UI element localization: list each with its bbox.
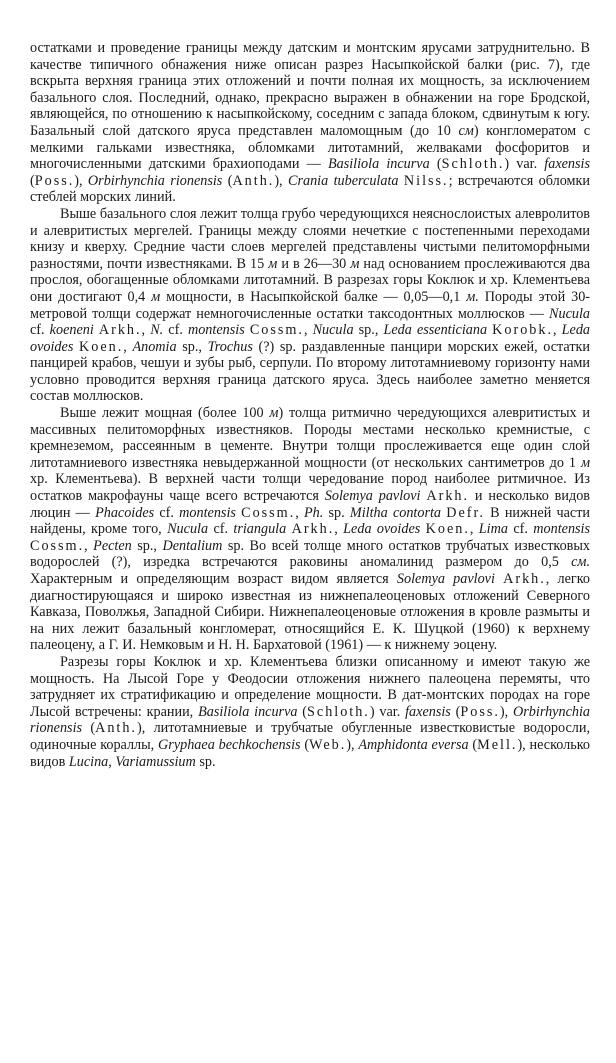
italic-run: faxensis [405, 703, 451, 720]
paragraph-4 [30, 654, 590, 770]
italic-run: faxensis [544, 156, 590, 173]
italic-run: triangula [233, 521, 287, 538]
text-run: ; встречаются обломки стеблей морских линий. [30, 172, 590, 206]
text-run: остатками и проведение границы между датским и монтским ярусами затруднительно. В качестве типичного обнажения ниже описан разрез Насыпкойской балки (рис. 7), где вскрыта верхняя граница этих отложений и почти полная их мощность, за исключением базального слоя. Последний, однако, прекрасно выражен в обнажении на горе Бродской, являющейся, по отношению к насыпкойскому, соседним с запада блоком, сдвинутым к югу. Базальный слой датского яруса представлен маломощным (до 10 [30, 40, 590, 139]
author-name: Schloth. [307, 703, 370, 720]
text-run: , [295, 504, 305, 521]
author-name: Mell. [477, 736, 518, 753]
author-name: Anth. [95, 720, 137, 737]
text-run: ), [499, 703, 514, 720]
italic-run: montensis [187, 322, 245, 339]
author-name: Cossm. [241, 504, 296, 521]
author-name: Arkh. [426, 488, 470, 505]
text-run: , [84, 537, 94, 554]
text-run: ( [30, 172, 35, 189]
italic-run: Leda ovoides [30, 322, 590, 355]
text-run: sp., [131, 537, 163, 554]
text-run: хр. Клементьева). В верхней части толщи чередование пород наиболее ритмичное. Из остатков макрофауны чаще всего встречаются [30, 471, 590, 505]
italic-run: м [350, 255, 360, 272]
italic-run: Leda ovoides [343, 521, 421, 538]
text-run: sp., [176, 338, 208, 355]
text-run: , [469, 521, 479, 538]
text-run: (?) sp. раздавленные панцири морских ежей, остатки панцирей крабов, чешуи и зубы рыб, серпули. По второму литотамниевому горизонту нами условно проводится верхняя граница датского яруса. Здесь наиболее заметно меняется состав моллюсков. [30, 338, 591, 405]
italic-run: Phacoides [95, 504, 155, 521]
author-name: Arkh. [291, 521, 335, 538]
text-run: ( [300, 736, 310, 753]
italic-run: Orbirhynchia rionensis [87, 172, 223, 189]
italic-run: N. [150, 322, 164, 339]
italic-run: Lucina, Variamussium [68, 753, 196, 770]
author-name: Koen. [79, 338, 124, 355]
italic-run: м [269, 405, 279, 422]
italic-run: Lima [478, 521, 508, 538]
author-name: Schloth. [441, 156, 505, 173]
text-run: мощности, в Насыпкойской балке — 0,05—0,1 [160, 288, 467, 305]
text-run: Характерным и определяющим возраст видом является [30, 571, 397, 587]
text-run: Выше базального слоя лежит толща грубо чередующихся неяснослоистых алевролитов и алевритистых мергелей. Границы между слоями нечеткие с постепенными переходами книзу и кверху. Средние части слоев мергелей представлены чистыми пелитоморфными разностями, почти известняками. В 15 [30, 205, 590, 272]
text-run: Разрезы горы Коклюк и хр. Клементьева близки описанному и имеют такую же мощность. На Лысой Горе у Феодосии отложения нижнего палеоцена перемяты, что затрудняет их стратификацию и определение мощности. В дат-монтских породах на горе Лысой встречены: крании, [30, 653, 590, 720]
paragraph-1 [30, 40, 590, 206]
text-run: ), литотамниевые и трубчатые обугленные известковистые водоросли, одиночные кораллы, [30, 720, 590, 753]
italic-run: Crania tuberculata [288, 172, 399, 189]
author-name: Nilss. [403, 172, 449, 189]
italic-run: Orbirhynchia rionensis [30, 703, 590, 737]
author-name: Cossm. [30, 537, 85, 554]
italic-run: Amphidonta eversa [358, 736, 469, 753]
text-run: cf. [208, 521, 234, 538]
document-page [30, 40, 590, 770]
text-run: , [552, 322, 562, 339]
text-run: , [123, 338, 133, 355]
italic-run: Basiliola incurva [198, 703, 298, 720]
text-run: Породы этой 30-метровой толщи содержат немногочисленные остатки таксодонтных моллюсков — [30, 288, 591, 322]
italic-run: см [458, 122, 474, 139]
italic-run: Nucula [549, 305, 590, 322]
italic-run: м [268, 255, 278, 272]
italic-run: Dentalium [162, 537, 223, 554]
italic-run: Gryphaea bechkochensis [158, 736, 301, 753]
italic-run: Pecten [93, 537, 132, 554]
text-run: над основанием прослеживаются два прослоя, обогащенные обломками литотамний. В разрезах горы Коклюк и хр. Клементьева они достигают 0,4 [30, 255, 590, 305]
text-run: cf. [507, 521, 534, 538]
italic-run: Trochus [207, 338, 253, 355]
text-run: , легко диагностирующаяся и широко известная из нижнепалеоценовых отложений Северного Кавказа, Поволжья, Западной Сибири. Нижнепалеоценовые отложения в кровле размыты и на них лежит базальный конгломерат, относящийся Е. К. Шуцкой (1960) к верхнему палеоцену, а Г. И. Немковым и Н. Н. Бархатовой (1961) — к нижнему эоцену. [30, 571, 590, 654]
paragraph-2 [30, 206, 590, 405]
text-run: и несколько видов люцин — [30, 488, 590, 521]
author-name: Poss. [460, 703, 500, 720]
italic-run: Miltha contorta [349, 504, 442, 521]
text-run: sp. [323, 504, 350, 521]
author-name: Korobk. [492, 322, 553, 339]
text-run: ) конгломератом с мелкими гальками известняка, обломками литотамний, желваками фосфоритов и многочисленными датскими брахиоподами — [30, 122, 591, 173]
italic-run: м. [466, 288, 479, 305]
text-run: ) толща ритмично чередующихся алевритистых и массивных пелитоморфных известняков. Породы местами несколько кремнистые, с кремнеземом, рассеянным в цементе. Внутри толщи прослеживается еще один слой литотамниевого известняка невыдержанной мощности (от нескольких сантиметров до 1 [30, 405, 590, 471]
italic-run: Basiliola incurva [327, 156, 430, 173]
text-run: cf. [30, 322, 50, 339]
italic-run: Nucula [167, 521, 209, 538]
author-name: Arkh. [503, 571, 546, 587]
text-run: ( [450, 703, 461, 720]
text-run: , [141, 322, 151, 339]
italic-run: м [151, 288, 161, 305]
italic-run: Solemya pavlovi [324, 488, 421, 505]
author-name: Poss. [34, 172, 75, 189]
text-run: ( [82, 720, 96, 737]
italic-run: Nucula [312, 322, 354, 339]
text-run: cf. [163, 322, 188, 339]
text-run: ) var. [504, 156, 545, 173]
text-run: cf. [154, 504, 180, 521]
paragraph-3 [30, 405, 590, 654]
text-run: ( [222, 172, 233, 189]
text-run: ), [74, 172, 88, 189]
author-name: Arkh. [98, 322, 142, 339]
text-run: ), [274, 172, 288, 189]
text-run [495, 571, 503, 587]
italic-run: Solemya pavlovi [396, 571, 495, 587]
italic-run: м [580, 454, 590, 471]
author-name: Defr. [446, 504, 485, 521]
text-run: , [334, 521, 344, 538]
author-name: Anth. [232, 172, 275, 189]
text-run: sp. [195, 753, 216, 770]
author-name: Cossm. [249, 322, 304, 339]
italic-run: koeneni [49, 322, 94, 339]
italic-run: Leda essenticiana [383, 322, 488, 339]
text-run: , [303, 322, 313, 339]
text-run: В нижней части найдены, кроме того, [30, 504, 591, 538]
italic-run: Anomia [132, 338, 177, 355]
text-run: и в 26—30 [277, 255, 351, 272]
italic-run: montensis [179, 504, 236, 521]
text-run: ( [297, 703, 308, 720]
text-run: Выше лежит мощная (более 100 [60, 405, 270, 422]
italic-run: montensis [533, 521, 591, 538]
text-run: ), [346, 736, 359, 753]
italic-run: см. [571, 554, 590, 571]
text-run: sp., [353, 322, 384, 339]
author-name: Koen. [425, 521, 470, 538]
text-run: ( [429, 156, 442, 173]
text-run: ( [468, 736, 478, 753]
author-name: Web. [309, 736, 347, 753]
text-run: sp. Во всей толще много остатков трубчатых известковых водорослей (?), изредка встречаются раковины аномалинид размером до 0,5 [30, 537, 590, 571]
italic-run: Ph. [304, 504, 324, 521]
text-run: ) var. [369, 703, 406, 720]
text-run: ), несколько видов [30, 736, 590, 770]
